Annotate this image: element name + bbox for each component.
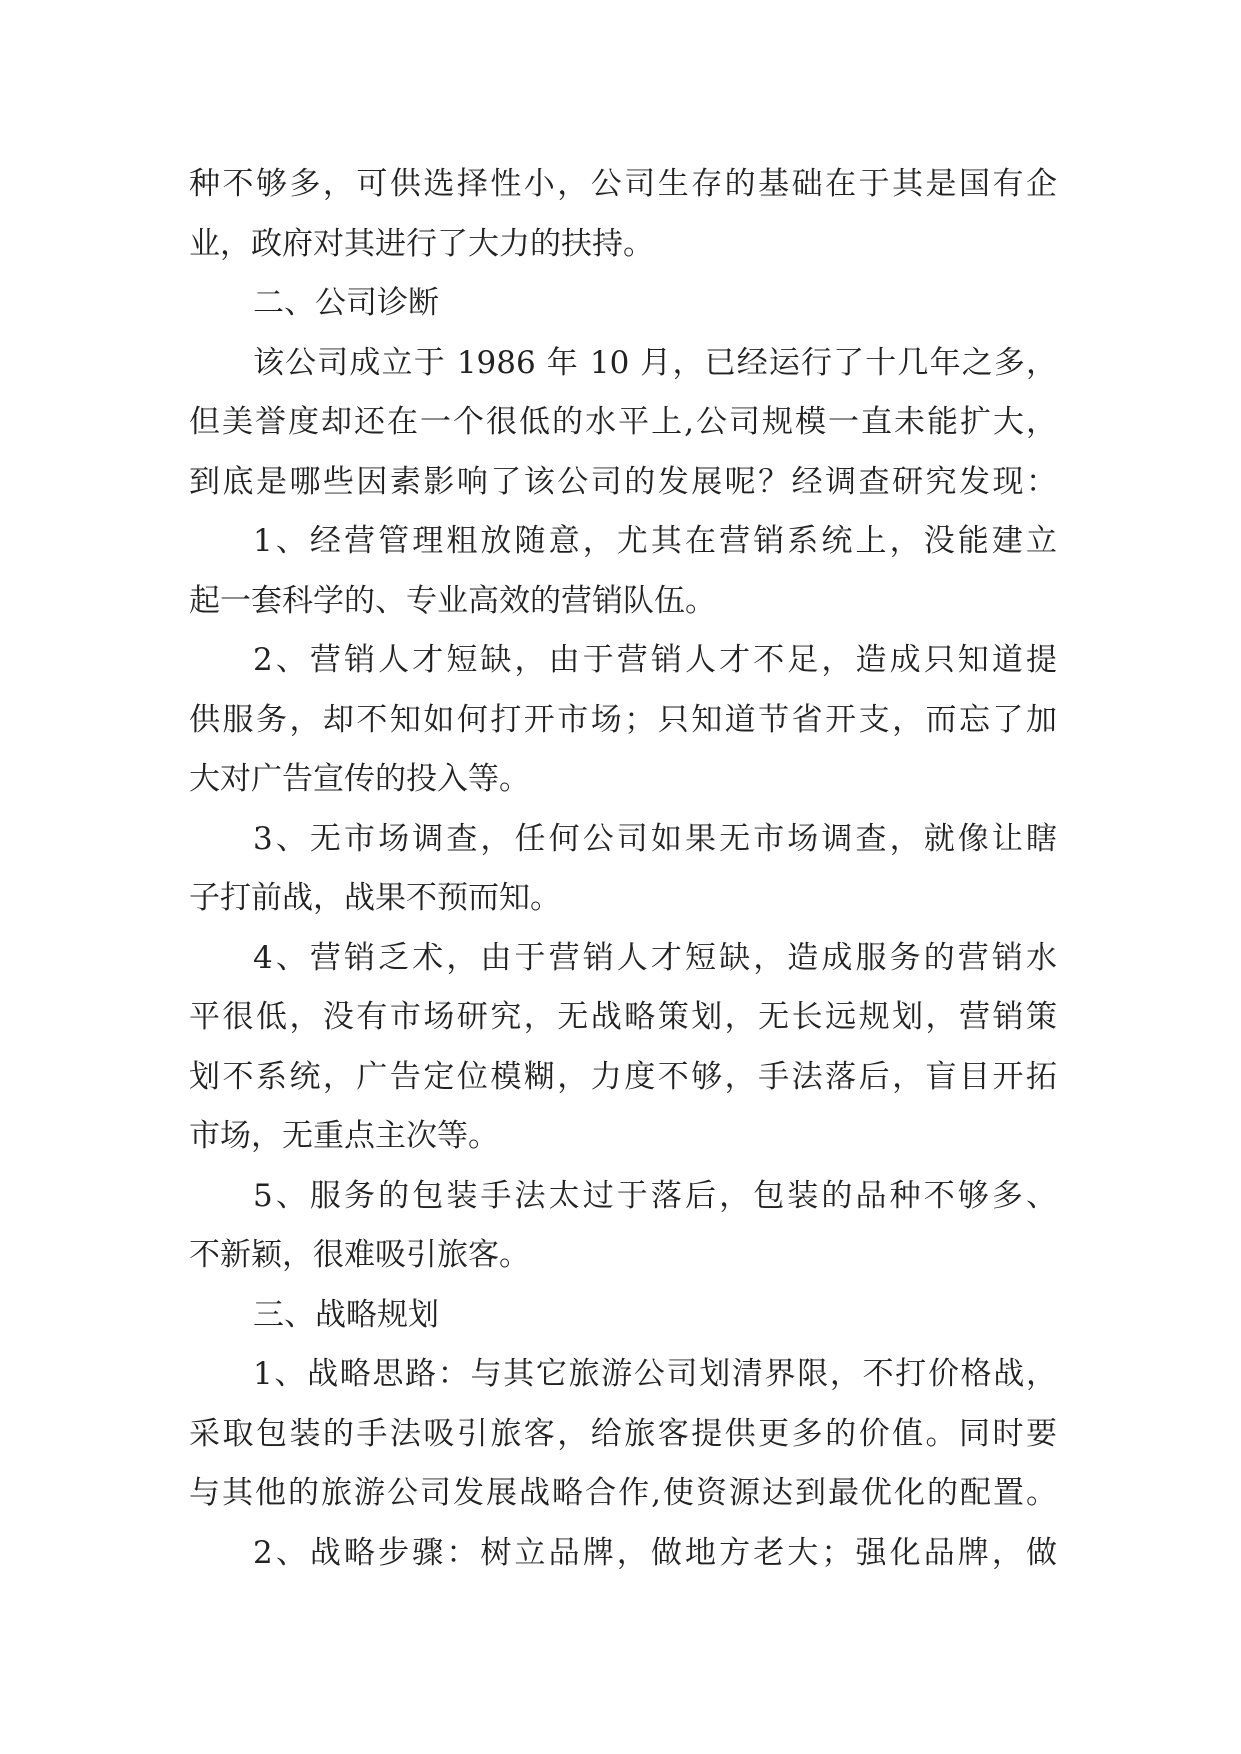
text-line: 但美誉度却还在一个很低的水平上,公司规模一直未能扩大， bbox=[189, 404, 1057, 440]
text-line: 起一套科学的、专业高效的营销队伍。 bbox=[189, 582, 716, 619]
document-body bbox=[189, 155, 1057, 1583]
text-line: 平很低，没有市场研究，无战略策划，无长远规划，营销策 bbox=[189, 999, 1057, 1035]
section-heading: 二、公司诊断 bbox=[253, 285, 439, 321]
text-line: 到底是哪些因素影响了该公司的发展呢？经调查研究发现： bbox=[189, 463, 1057, 500]
text-line: 2、营销人才短缺，由于营销人才不足，造成只知道提 bbox=[253, 642, 1057, 678]
text-line: 市场，无重点主次等。 bbox=[189, 1118, 499, 1154]
text-line: 种不够多，可供选择性小，公司生存的基础在于其是国有企 bbox=[189, 166, 1057, 202]
section-heading: 三、战略规划 bbox=[253, 1296, 439, 1333]
text-line: 1、战略思路：与其它旅游公司划清界限，不打价格战， bbox=[253, 1356, 1057, 1392]
text-line: 1、经营管理粗放随意，尤其在营销系统上，没能建立 bbox=[253, 523, 1057, 559]
text-line: 子打前战，战果不预而知。 bbox=[189, 880, 561, 916]
text-line: 供服务，却不知如何打开市场；只知道节省开支，而忘了加 bbox=[189, 701, 1057, 738]
text-line: 该公司成立于 1986 年 10 月，已经运行了十几年之多， bbox=[253, 344, 1057, 381]
text-line: 划不系统，广告定位模糊，力度不够，手法落后，盲目开拓 bbox=[189, 1058, 1057, 1095]
text-line: 采取包装的手法吸引旅客，给旅客提供更多的价值。同时要 bbox=[189, 1415, 1057, 1452]
text-line: 与其他的旅游公司发展战略合作,使资源达到最优化的配置。 bbox=[189, 1475, 1057, 1511]
text-line: 大对广告宣传的投入等。 bbox=[189, 761, 530, 797]
text-line: 4、营销乏术，由于营销人才短缺，造成服务的营销水 bbox=[253, 939, 1057, 976]
text-line: 业，政府对其进行了大力的扶持。 bbox=[189, 225, 654, 262]
text-line: 不新颖，很难吸引旅客。 bbox=[189, 1237, 530, 1273]
text-line: 3、无市场调查，任何公司如果无市场调查，就像让瞎 bbox=[253, 820, 1057, 857]
text-line: 5、服务的包装手法太过于落后，包装的品种不够多、 bbox=[253, 1177, 1057, 1214]
text-line: 2、战略步骤：树立品牌，做地方老大；强化品牌，做 bbox=[253, 1534, 1057, 1571]
